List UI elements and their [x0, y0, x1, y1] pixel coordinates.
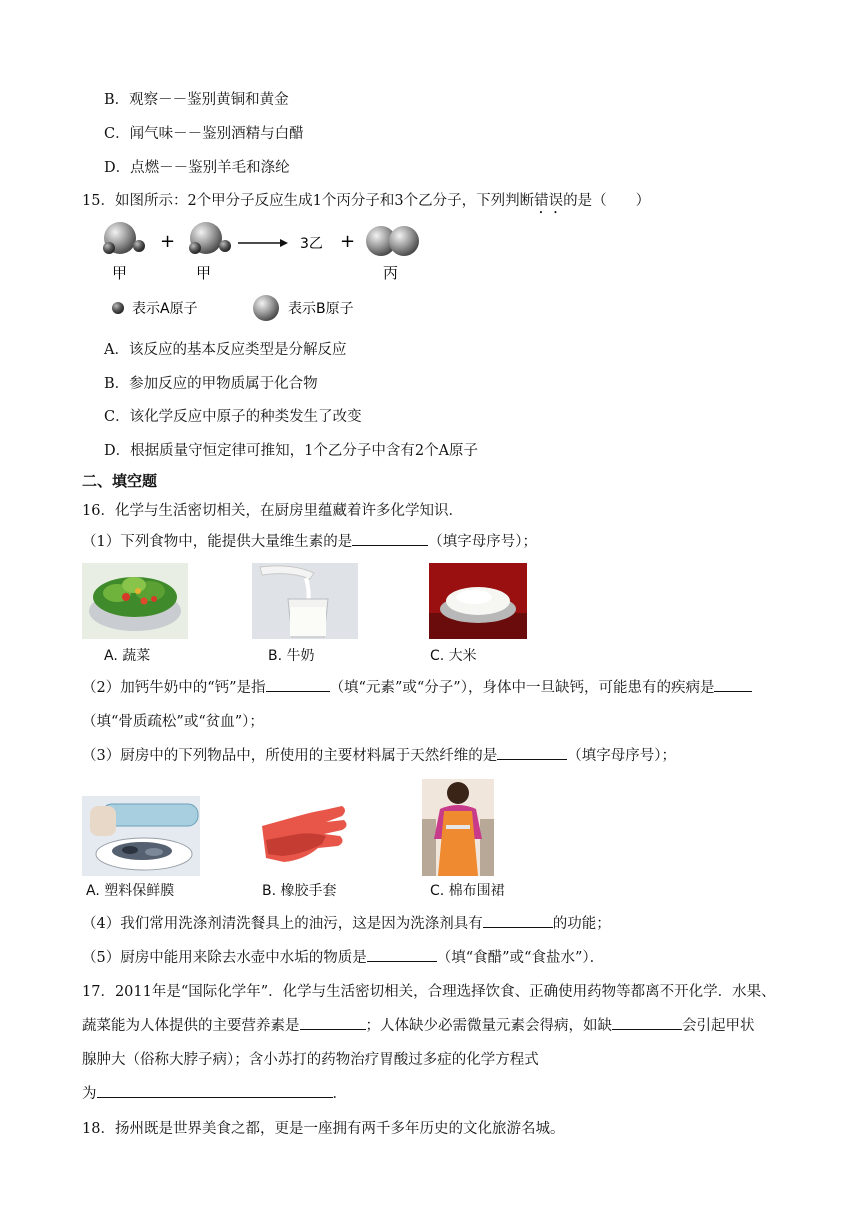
- q15-option-d: D．根据质量守恒定律可推知，1个乙分子中含有2个A原子: [104, 443, 479, 459]
- food-option-c: C. 大米: [430, 648, 477, 664]
- product-yi: 3乙: [300, 236, 323, 252]
- label-jia-1: 甲: [112, 264, 128, 282]
- plus-sign-1: +: [160, 231, 176, 252]
- legend-a: 表示A原子: [132, 301, 198, 317]
- q15-stem: 15．如图所示：2个甲分子反应生成1个丙分子和3个乙分子，下列判断错误的是（ ）: [82, 193, 651, 209]
- q17-line-1: 17．2011年是“国际化学年”．化学与生活密切相关，合理选择饮食、正确使用药物等都离不开化学．水果、: [82, 984, 776, 1000]
- q15-option-c: C．该化学反应中原子的种类发生了改变: [104, 409, 362, 425]
- rubber-gloves-image: [252, 796, 352, 876]
- reaction-arrow-icon: [238, 239, 288, 247]
- milk-image: [252, 563, 358, 639]
- label-jia-2: 甲: [196, 264, 212, 282]
- q16-part-2-cont: （填“骨质疏松”或“贫血”）；: [82, 714, 264, 730]
- molecule-jia-1: [103, 222, 145, 254]
- plastic-wrap-image: [82, 796, 200, 876]
- food-option-a: A. 蔬菜: [104, 648, 151, 664]
- q16-stem: 16．化学与生活密切相关，在厨房里蕴藏着许多化学知识．: [82, 503, 463, 519]
- answer-blank[interactable]: [97, 1083, 333, 1098]
- answer-blank[interactable]: [483, 913, 553, 928]
- q15-stem-emphasis: 错误: [534, 193, 564, 209]
- cotton-apron-image: [422, 779, 494, 876]
- rice-image: [429, 563, 527, 639]
- q17-line-4: 为 ．: [82, 1082, 347, 1103]
- vegetable-salad-image: [82, 563, 188, 639]
- q16-part-4: （4）我们常用洗涤剂清洗餐具上的油污，这是因为洗涤剂具有 的功能；: [82, 912, 611, 933]
- plus-sign-2: +: [340, 231, 356, 252]
- q14-option-c: C．闻气味－－鉴别酒精与白醋: [104, 126, 304, 142]
- answer-blank[interactable]: [300, 1015, 366, 1030]
- answer-blank[interactable]: [367, 947, 437, 962]
- answer-blank[interactable]: [714, 677, 752, 692]
- legend-atom-b-icon: [253, 295, 279, 321]
- answer-blank[interactable]: [352, 531, 428, 546]
- item-option-c: C. 棉布围裙: [430, 883, 505, 899]
- legend-atom-a-icon: [112, 302, 124, 314]
- legend-b: 表示B原子: [288, 301, 354, 317]
- q17-line-2: 蔬菜能为人体提供的主要营养素是 ；人体缺少必需微量元素会得病，如缺 会引起甲状: [82, 1014, 755, 1035]
- food-option-b: B. 牛奶: [268, 648, 315, 664]
- q15-option-b: B．参加反应的甲物质属于化合物: [104, 376, 318, 392]
- label-bing: 丙: [383, 264, 399, 282]
- q17-line-3: 腺肿大（俗称大脖子病）；含小苏打的药物治疗胃酸过多症的化学方程式: [82, 1052, 539, 1068]
- molecule-bing: [366, 226, 419, 256]
- q16-part-3: （3）厨房中的下列物品中，所使用的主要材料属于天然纤维的是 （填字母序号）；: [82, 744, 676, 765]
- reaction-diagram: [96, 216, 436, 332]
- q14-option-b: B．观察－－鉴别黄铜和黄金: [104, 92, 289, 108]
- answer-blank[interactable]: [612, 1015, 682, 1030]
- section-title: 二、填空题: [82, 472, 158, 490]
- item-option-b: B. 橡胶手套: [262, 883, 337, 899]
- item-option-a: A. 塑料保鲜膜: [86, 883, 175, 899]
- q18-stem: 18．扬州既是世界美食之都，更是一座拥有两千多年历史的文化旅游名城。: [82, 1121, 565, 1137]
- answer-blank[interactable]: [497, 745, 567, 760]
- q16-part-1: （1）下列食物中，能提供大量维生素的是 （填字母序号）；: [82, 530, 537, 551]
- q15-option-a: A．该反应的基本反应类型是分解反应: [104, 342, 347, 358]
- q16-part-5: （5）厨房中能用来除去水壶中水垢的物质是 （填“食醋”或“食盐水”）．: [82, 946, 604, 967]
- answer-blank[interactable]: [266, 677, 330, 692]
- q14-option-d: D．点燃－－鉴别羊毛和涤纶: [104, 160, 290, 176]
- molecule-jia-2: [189, 222, 231, 254]
- q16-part-2: （2）加钙牛奶中的“钙”是指 （填“元素”或“分子”），身体中一旦缺钙，可能患有的疾病是: [82, 676, 752, 697]
